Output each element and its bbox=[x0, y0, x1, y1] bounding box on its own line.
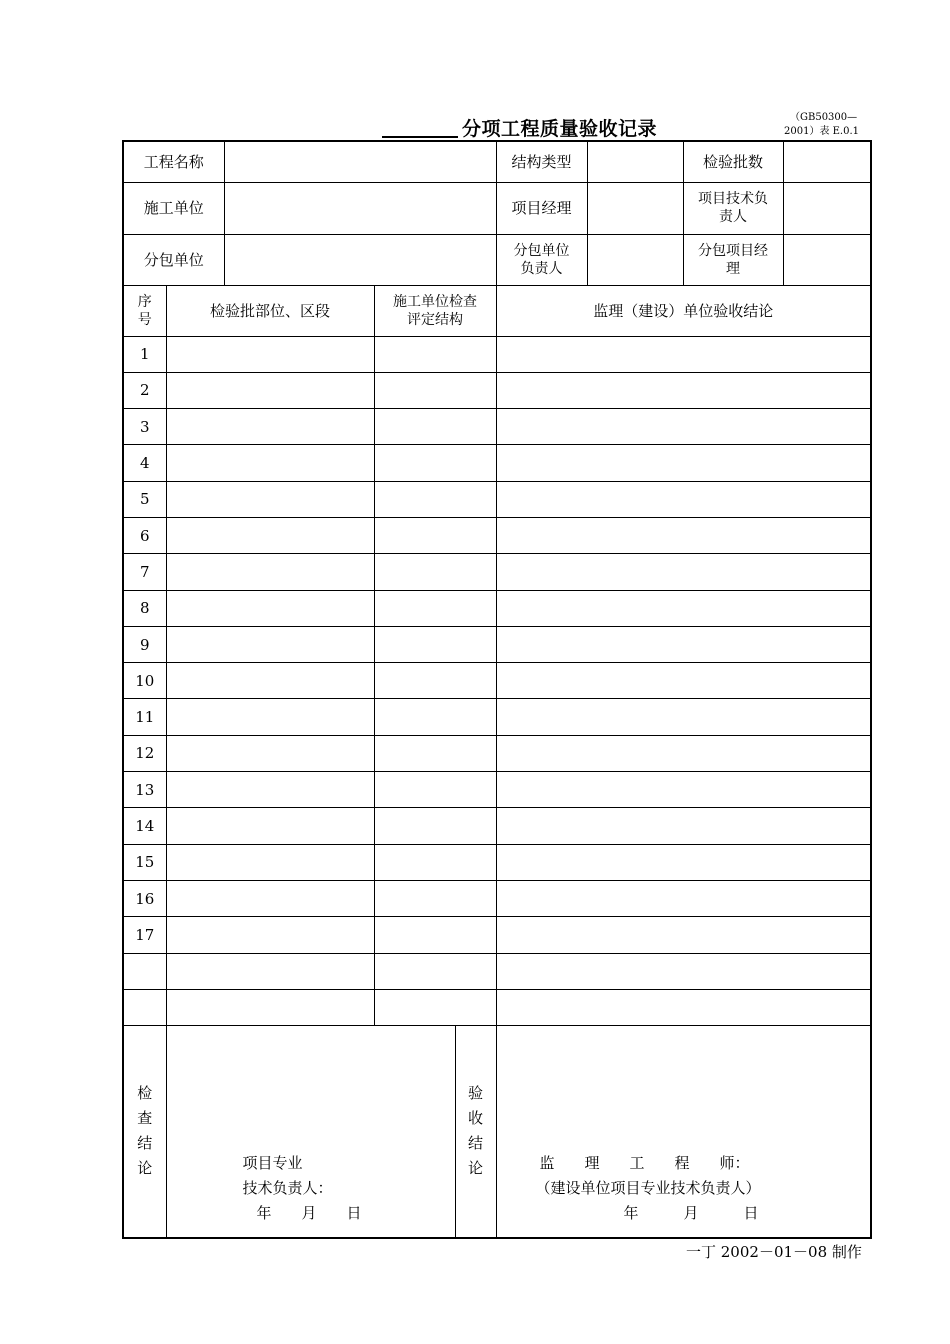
row-supervision-conclusion-field[interactable] bbox=[496, 481, 871, 517]
row-seq: 17 bbox=[123, 917, 166, 953]
check-conclusion-cell[interactable] bbox=[166, 1026, 455, 1238]
acceptance-conclusion-label-text bbox=[468, 1081, 484, 1181]
row-construction-check-field[interactable] bbox=[374, 772, 496, 808]
acceptance-conclusion-label bbox=[455, 1026, 496, 1238]
construction-check-column-header bbox=[374, 285, 496, 336]
row-construction-check-field[interactable] bbox=[374, 626, 496, 662]
row-location-field[interactable] bbox=[166, 590, 374, 626]
row-seq: 2 bbox=[123, 372, 166, 408]
table-row bbox=[123, 409, 871, 445]
inspection-batch-count-label: 检验批数 bbox=[683, 141, 783, 182]
row-supervision-conclusion-field[interactable] bbox=[496, 663, 871, 699]
acceptance-char: 验 bbox=[468, 1084, 484, 1103]
row-seq bbox=[123, 989, 166, 1025]
row-location-field[interactable] bbox=[166, 517, 374, 553]
table-row bbox=[123, 517, 871, 553]
row-supervision-conclusion-field[interactable] bbox=[496, 372, 871, 408]
subcontract-unit-lead-label-line1: 分包单位 bbox=[513, 242, 570, 259]
subcontract-unit-lead-label bbox=[496, 234, 587, 285]
project-manager-label: 项目经理 bbox=[496, 182, 587, 234]
construction-check-header-line1: 施工单位检查 bbox=[393, 293, 478, 310]
project-tech-lead-label-line1: 项目技术负 bbox=[698, 191, 769, 207]
row-supervision-conclusion-field[interactable] bbox=[496, 808, 871, 844]
row-location-field[interactable] bbox=[166, 844, 374, 880]
check-char: 检 bbox=[137, 1084, 153, 1103]
row-construction-check-field[interactable] bbox=[374, 517, 496, 553]
page-title: 分项工程质量验收记录 bbox=[462, 118, 658, 140]
standard-code-line1: （GB50300— bbox=[790, 112, 858, 123]
column-header-row bbox=[123, 285, 871, 336]
row-supervision-conclusion-field[interactable] bbox=[496, 844, 871, 880]
row-seq bbox=[123, 953, 166, 989]
row-supervision-conclusion-field[interactable] bbox=[496, 772, 871, 808]
row-supervision-conclusion-field[interactable] bbox=[496, 699, 871, 735]
row-construction-check-field[interactable] bbox=[374, 844, 496, 880]
check-sign-line2: 技术负责人： bbox=[242, 1179, 333, 1198]
row-supervision-conclusion-field[interactable] bbox=[496, 989, 871, 1025]
row-construction-check-field[interactable] bbox=[374, 880, 496, 916]
table-row bbox=[123, 626, 871, 662]
acceptance-sign-line1: 监 理 工 程 师： bbox=[539, 1154, 750, 1173]
row-construction-check-field[interactable] bbox=[374, 554, 496, 590]
acceptance-char: 收 bbox=[468, 1109, 484, 1128]
row-supervision-conclusion-field[interactable] bbox=[496, 626, 871, 662]
check-sign-block bbox=[243, 1151, 362, 1226]
row-location-field[interactable] bbox=[166, 917, 374, 953]
row-location-field[interactable] bbox=[166, 445, 374, 481]
table-row bbox=[123, 989, 871, 1025]
inspection-form-table bbox=[122, 140, 872, 1239]
row-seq: 12 bbox=[123, 735, 166, 771]
row-location-field[interactable] bbox=[166, 699, 374, 735]
check-conclusion-label-text bbox=[137, 1081, 153, 1181]
row-location-field[interactable] bbox=[166, 735, 374, 771]
row-location-field[interactable] bbox=[166, 372, 374, 408]
subcontract-project-manager-label-line2: 理 bbox=[726, 260, 741, 277]
row-seq: 4 bbox=[123, 445, 166, 481]
project-name-label: 工程名称 bbox=[123, 141, 224, 182]
project-manager-field[interactable] bbox=[587, 182, 683, 234]
row-supervision-conclusion-field[interactable] bbox=[496, 953, 871, 989]
row-supervision-conclusion-field[interactable] bbox=[496, 445, 871, 481]
row-construction-check-field[interactable] bbox=[374, 481, 496, 517]
standard-code bbox=[784, 111, 864, 139]
table-row bbox=[123, 917, 871, 953]
table-row bbox=[123, 880, 871, 916]
row-seq: 8 bbox=[123, 590, 166, 626]
row-seq: 7 bbox=[123, 554, 166, 590]
footer-note: 一丁 2002－01－08 制作 bbox=[686, 1243, 862, 1261]
row-supervision-conclusion-field[interactable] bbox=[496, 517, 871, 553]
location-column-header: 检验批部位、区段 bbox=[166, 285, 374, 336]
row-supervision-conclusion-field[interactable] bbox=[496, 590, 871, 626]
row-construction-check-field[interactable] bbox=[374, 699, 496, 735]
construction-check-header-line2: 评定结构 bbox=[407, 311, 464, 328]
table-row bbox=[123, 590, 871, 626]
header-row-subcontract bbox=[123, 234, 871, 285]
row-location-field[interactable] bbox=[166, 554, 374, 590]
row-seq: 3 bbox=[123, 409, 166, 445]
table-row bbox=[123, 953, 871, 989]
row-location-field[interactable] bbox=[166, 663, 374, 699]
row-construction-check-field[interactable] bbox=[374, 808, 496, 844]
row-supervision-conclusion-field[interactable] bbox=[496, 917, 871, 953]
row-construction-check-field[interactable] bbox=[374, 445, 496, 481]
supervision-conclusion-column-header: 监理（建设）单位验收结论 bbox=[496, 285, 871, 336]
check-sign-line1: 项目专业 bbox=[242, 1154, 303, 1173]
header-row-construction bbox=[123, 182, 871, 234]
structure-type-label: 结构类型 bbox=[496, 141, 587, 182]
table-row bbox=[123, 663, 871, 699]
row-seq: 1 bbox=[123, 336, 166, 372]
row-location-field[interactable] bbox=[166, 336, 374, 372]
row-seq: 9 bbox=[123, 626, 166, 662]
acceptance-char: 论 bbox=[468, 1159, 484, 1178]
project-name-field[interactable] bbox=[224, 141, 496, 182]
row-supervision-conclusion-field[interactable] bbox=[496, 735, 871, 771]
row-location-field[interactable] bbox=[166, 880, 374, 916]
row-location-field[interactable] bbox=[166, 626, 374, 662]
row-construction-check-field[interactable] bbox=[374, 590, 496, 626]
table-row bbox=[123, 372, 871, 408]
row-location-field[interactable] bbox=[166, 989, 374, 1025]
row-seq: 5 bbox=[123, 481, 166, 517]
row-seq: 10 bbox=[123, 663, 166, 699]
row-construction-check-field[interactable] bbox=[374, 953, 496, 989]
project-tech-lead-label bbox=[683, 182, 783, 234]
table-row bbox=[123, 699, 871, 735]
row-construction-check-field[interactable] bbox=[374, 989, 496, 1025]
inspection-batch-count-field[interactable] bbox=[783, 141, 871, 182]
row-location-field[interactable] bbox=[166, 808, 374, 844]
table-row bbox=[123, 808, 871, 844]
acceptance-sign-line2: （建设单位项目专业技术负责人） bbox=[535, 1179, 761, 1198]
acceptance-sign-date: 年 月 日 bbox=[623, 1204, 759, 1223]
structure-type-field[interactable] bbox=[587, 141, 683, 182]
seq-header-line1: 序 bbox=[137, 293, 152, 310]
row-construction-check-field[interactable] bbox=[374, 735, 496, 771]
data-rows bbox=[123, 336, 871, 1026]
conclusion-row bbox=[123, 1026, 871, 1238]
table-row bbox=[123, 481, 871, 517]
table-row bbox=[123, 772, 871, 808]
acceptance-char: 结 bbox=[468, 1134, 484, 1153]
subcontract-project-manager-field[interactable] bbox=[783, 234, 871, 285]
title-block bbox=[380, 114, 710, 140]
row-seq: 14 bbox=[123, 808, 166, 844]
row-seq: 13 bbox=[123, 772, 166, 808]
check-conclusion-label bbox=[123, 1026, 166, 1238]
subcontract-unit-lead-label-line2: 负责人 bbox=[520, 260, 563, 277]
subcontract-project-manager-label-line1: 分包项目经 bbox=[698, 242, 769, 259]
project-tech-lead-field[interactable] bbox=[783, 182, 871, 234]
check-sign-date: 年 月 日 bbox=[256, 1204, 362, 1223]
construction-unit-label: 施工单位 bbox=[123, 182, 224, 234]
subcontract-unit-field[interactable] bbox=[224, 234, 496, 285]
row-construction-check-field[interactable] bbox=[374, 372, 496, 408]
row-construction-check-field[interactable] bbox=[374, 336, 496, 372]
subcontract-unit-label: 分包单位 bbox=[123, 234, 224, 285]
project-tech-lead-label-line2: 责人 bbox=[719, 209, 748, 225]
row-seq: 6 bbox=[123, 517, 166, 553]
check-char: 论 bbox=[137, 1159, 153, 1178]
row-construction-check-field[interactable] bbox=[374, 409, 496, 445]
header-row-project bbox=[123, 141, 871, 182]
row-seq: 11 bbox=[123, 699, 166, 735]
row-location-field[interactable] bbox=[166, 772, 374, 808]
row-location-field[interactable] bbox=[166, 953, 374, 989]
seq-column-header bbox=[123, 285, 166, 336]
table-row bbox=[123, 735, 871, 771]
check-char: 结 bbox=[137, 1134, 153, 1153]
row-supervision-conclusion-field[interactable] bbox=[496, 554, 871, 590]
acceptance-conclusion-cell[interactable] bbox=[496, 1026, 871, 1238]
table-row bbox=[123, 336, 871, 372]
row-supervision-conclusion-field[interactable] bbox=[496, 409, 871, 445]
standard-code-line2: 2001）表 E.0.1 bbox=[784, 126, 860, 137]
construction-unit-field[interactable] bbox=[224, 182, 496, 234]
subcontract-unit-lead-field[interactable] bbox=[587, 234, 683, 285]
row-supervision-conclusion-field[interactable] bbox=[496, 880, 871, 916]
row-seq: 16 bbox=[123, 880, 166, 916]
row-location-field[interactable] bbox=[166, 409, 374, 445]
table-row bbox=[123, 445, 871, 481]
row-seq: 15 bbox=[123, 844, 166, 880]
table-row bbox=[123, 554, 871, 590]
title-blank-line[interactable] bbox=[382, 114, 458, 138]
row-supervision-conclusion-field[interactable] bbox=[496, 336, 871, 372]
seq-header-line2: 号 bbox=[137, 311, 152, 328]
subcontract-project-manager-label bbox=[683, 234, 783, 285]
row-construction-check-field[interactable] bbox=[374, 917, 496, 953]
acceptance-sign-block bbox=[535, 1151, 761, 1226]
check-char: 查 bbox=[137, 1109, 153, 1128]
row-location-field[interactable] bbox=[166, 481, 374, 517]
row-construction-check-field[interactable] bbox=[374, 663, 496, 699]
table-row bbox=[123, 844, 871, 880]
